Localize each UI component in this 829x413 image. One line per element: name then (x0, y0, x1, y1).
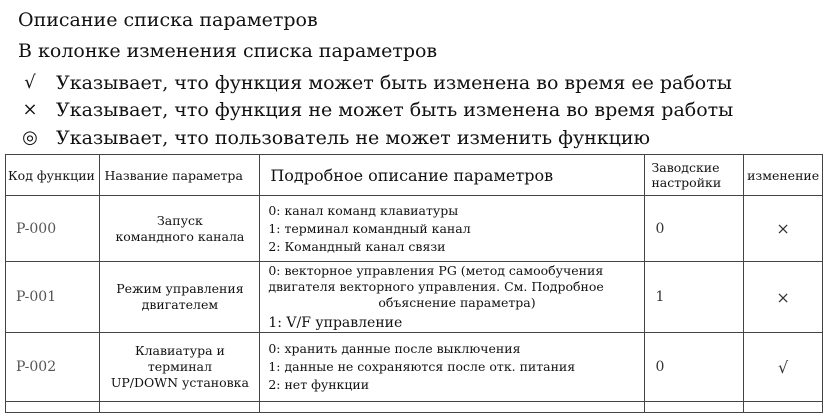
row-name-line2: командного канала (115, 228, 245, 244)
header-change: изменение (744, 155, 823, 196)
page-subtitle: В колонке изменения списка параметров (18, 40, 438, 62)
desc-line: 1: данные не сохраняются после отк. питания (268, 359, 576, 374)
table-row (6, 196, 823, 262)
cross-icon: × (22, 99, 38, 120)
table-header-row (6, 155, 823, 196)
table-row (6, 333, 823, 402)
row-description (260, 196, 645, 262)
row-name-line3: UP/DOWN установка (110, 375, 249, 390)
desc-line: 0: канал команд клавиатуры (268, 202, 459, 218)
check-icon: √ (744, 333, 823, 402)
desc-line: 1: V/F управление (268, 315, 403, 331)
empty-cell (645, 402, 744, 413)
row-name (100, 196, 260, 262)
desc-line: 2: нет функции (268, 377, 370, 392)
row-name-line2: терминал (147, 359, 212, 374)
desc-line: 2: Командный канал связи (268, 238, 446, 254)
legend-circle-text: Указывает, что пользователь не может изменить функцию (56, 127, 651, 149)
empty-cell (100, 402, 260, 413)
header-description: Подробное описание параметров (260, 155, 645, 196)
empty-cell (260, 402, 645, 413)
empty-cell (6, 402, 100, 413)
double-circle-icon: ◎ (22, 127, 38, 148)
row-name-line2: двигателем (141, 297, 219, 312)
legend-check-text: Указывает, что функция может быть изменена во время ее работы (56, 72, 732, 94)
cross-icon: × (744, 196, 823, 262)
row-name-line1: Запуск (157, 212, 203, 228)
row-factory: 0 (645, 333, 744, 402)
desc-line: двигателя векторного управления. См. Подробное (268, 279, 604, 294)
desc-line: объяснение параметра) (378, 295, 536, 310)
row-factory: 1 (645, 262, 744, 333)
desc-line: 1: терминал командный канал (268, 220, 471, 236)
row-name (100, 262, 260, 333)
desc-line: 0: векторное управления PG (метод самообучения (268, 263, 604, 278)
row-name-line1: Режим управления (116, 281, 244, 296)
legend-cross-text: Указывает, что функция не может быть изменена во время работы (56, 99, 734, 121)
check-icon: √ (24, 72, 36, 93)
cross-icon: × (744, 262, 823, 333)
row-factory: 0 (645, 196, 744, 262)
parameter-table (5, 154, 823, 413)
page-title: Описание списка параметров (18, 9, 318, 31)
header-factory-line1: Заводские (651, 160, 720, 175)
row-code: P-002 (6, 333, 100, 402)
row-name-line1: Клавиатура и (134, 343, 225, 358)
header-code: Код функции (6, 155, 100, 196)
desc-line: 0: хранить данные после выключения (268, 341, 521, 356)
row-code: P-000 (6, 196, 100, 262)
table-row (6, 262, 823, 333)
row-code: P-001 (6, 262, 100, 333)
table-row-partial (6, 402, 823, 413)
row-description (260, 333, 645, 402)
header-factory (645, 155, 744, 196)
header-name: Название параметра (100, 155, 260, 196)
row-name (100, 333, 260, 402)
row-description (260, 262, 645, 333)
empty-cell (744, 402, 823, 413)
header-factory-line2: настройки (651, 175, 722, 190)
